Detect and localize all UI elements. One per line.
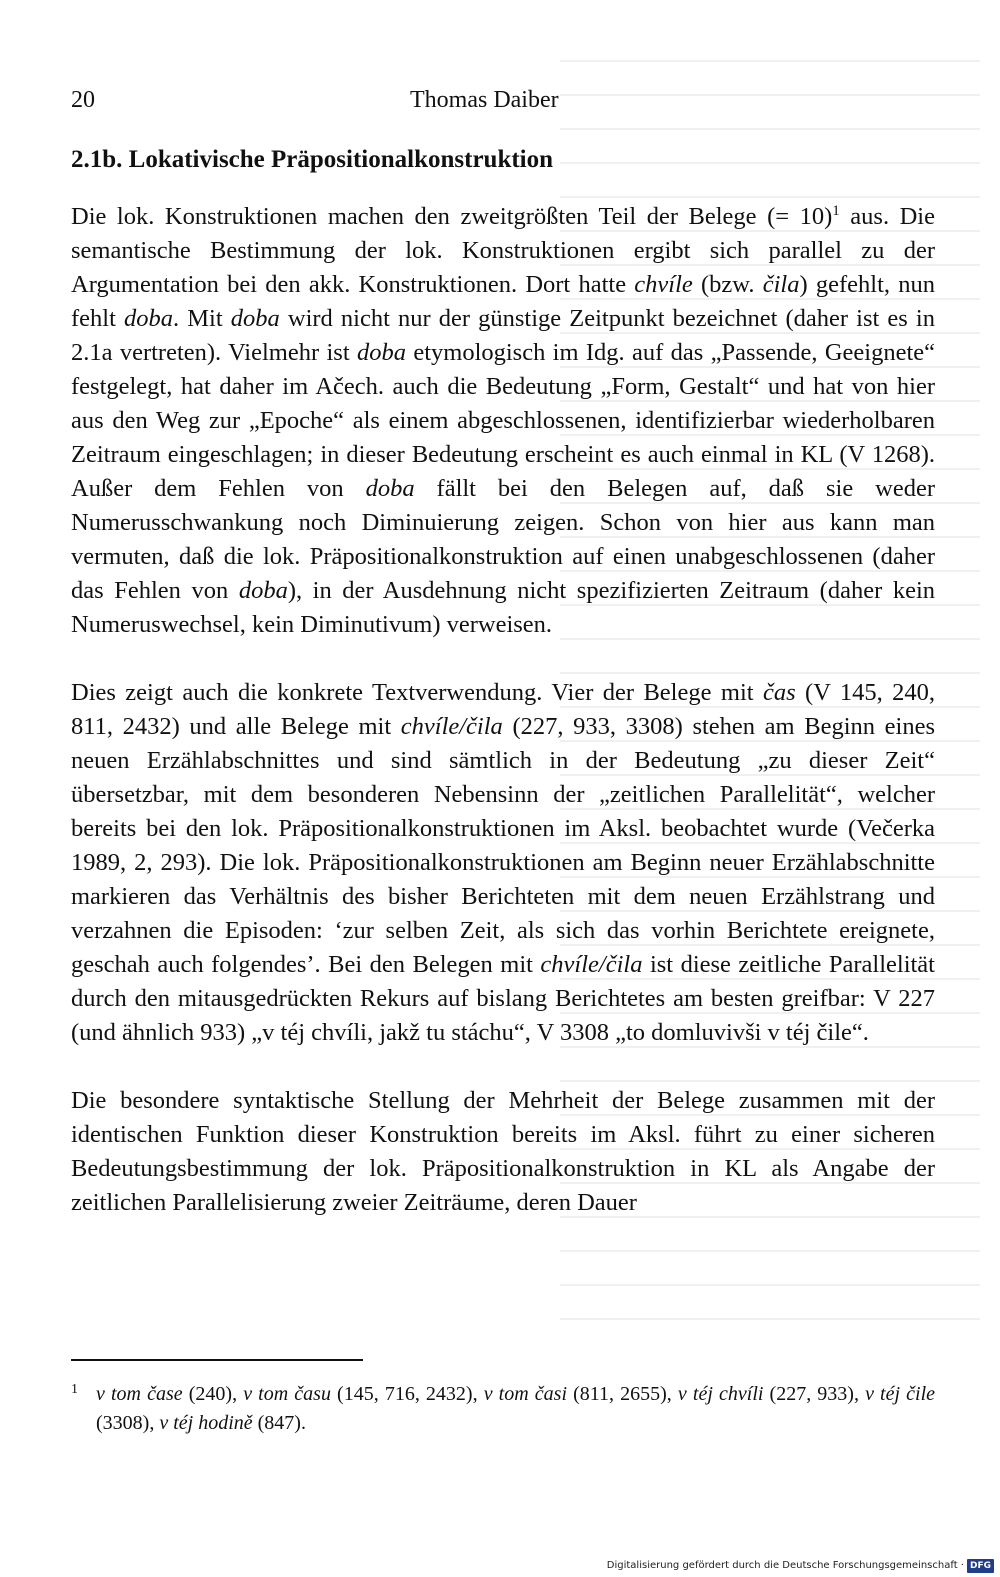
footnote-text: v tom čase (240), v tom času (145, 716, 2432), v tom časi (811, 2655), v téj chvíli (227, 933), v téj čile (3308), v téj hodině (847).: [96, 1383, 936, 1434]
section-heading: 2.1b. Lokativische Präpositionalkonstruktion: [71, 146, 554, 173]
footnote-reference[interactable]: 1: [832, 203, 840, 219]
paragraph-2: Dies zeigt auch die konkrete Textverwendung. Vier der Belege mit čas (V 145, 240, 811, 2432) und alle Belege mit chvíle/čila (227, 933, 3308) stehen am Beginn eines neuen Erzählabschnittes und sind sämtlich in der Bedeutung „zu dieser Zeit“ übersetzbar, mit dem besonderen Nebensinn der „zeitlichen Parallelität“, welcher bereits bei den lok. Präpositionalkonstruktionen im Aksl. beobachtet wurde (Večerka 1989, 2, 293). Die lok. Präpositionalkonstruktionen am Beginn neuer Erzählabschnitte markieren das Verhältnis des bisher Berichteten mit dem neuen Erzählstrang und verzahnen die Episoden: ‘zur selben Zeit, als sich das vorhin Berichtete ereignete, geschah auch folgendes’. Bei den Belegen mit chvíle/čila ist diese zeitliche Parallelität durch den mitausgedrückten Rekurs auf bislang Berichtetes am besten greifbar: V 227 (und ähnlich 933) „v téj chvíli, jakž tu stáchu“, V 3308 „to domluvivši v téj čile“.: [71, 679, 935, 1046]
footnote: [71, 1380, 935, 1438]
paragraph-3: Die besondere syntaktische Stellung der Mehrheit der Belege zusammen mit der identischen Funktion dieser Konstruktion bereits im Aksl. führt zu einer sicheren Bedeutungsbestimmung der lok. Präpositionalkonstruktion in KL als Angabe der zeitlichen Parallelisierung zweier Zeiträume, deren Dauer: [71, 1087, 935, 1216]
footnote-separator: [71, 1359, 363, 1361]
paragraph-1: Die lok. Konstruktionen machen den zweitgrößten Teil der Belege (= 10)$^1$ aus. Die semantische Bestimmung der lok. Konstruktionen ergibt sich parallel zu der Argumentation bei den akk. Konstruktionen. Dort hatte chvíle (bzw. čila) gefehlt, nun fehlt doba. Mit doba wird nicht nur der günstige Zeitpunkt bezeichnet (daher ist es in 2.1a vertreten). Vielmehr ist doba etymologisch im Idg. auf das „Passende, Geeignete“ festgelegt, hat daher im Ačech. auch die Bedeutung „Form, Gestalt“ und hat von hier aus den Weg zur „Epoche“ als einem abgeschlossenen, identifizierbar wiederholbaren Zeitraum eingeschlagen; in dieser Bedeutung erscheint es auch einmal in KL (V 1268). Außer dem Fehlen von doba fällt bei den Belegen auf, daß sie weder Numerusschwankung noch Diminuierung zeigen. Schon von hier aus kann man vermuten, daß die lok. Präpositionalkonstruktion auf einen unabgeschlossenen (daher das Fehlen von doba), in der Ausdehnung nicht spezifizierten Zeitraum (daher kein Numeruswechsel, kein Diminutivum) verweisen.: [71, 203, 935, 638]
digitization-credit: [607, 1559, 994, 1573]
credit-text: Digitalisierung gefördert durch die Deutsche Forschungsgemeinschaft ·: [606, 1560, 964, 1571]
body-text: [71, 200, 935, 1220]
page-number: 20: [71, 87, 95, 113]
running-header-author: Thomas Daiber: [410, 87, 559, 113]
footnote-marker: 1: [71, 1382, 78, 1397]
dfg-logo-icon: DFG: [967, 1559, 994, 1573]
